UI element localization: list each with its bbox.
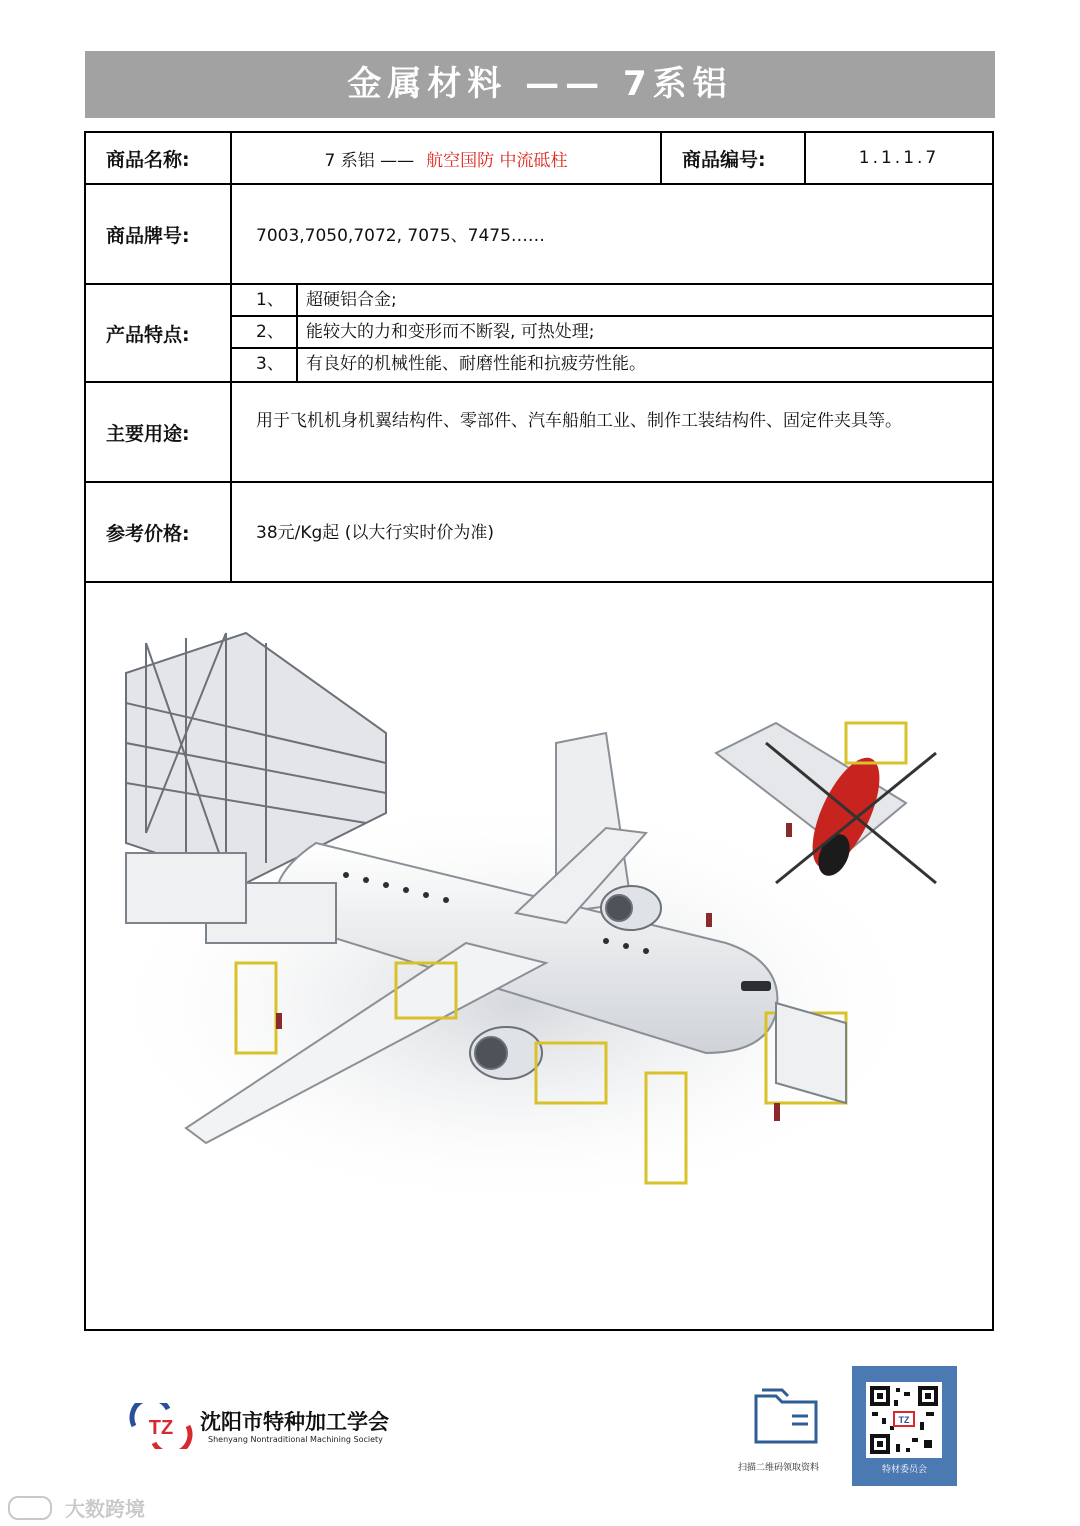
tz-logo-mark [128, 1403, 194, 1449]
product-usage-label: 主要用途: [86, 383, 232, 481]
feature-item [232, 317, 992, 349]
product-code-label: 商品编号: [660, 133, 806, 183]
product-usage-row [86, 383, 992, 483]
aircraft-maintenance-illustration [86, 583, 992, 1329]
product-price-label: 参考价格: [86, 483, 232, 581]
qr-caption: 特材委员会 [881, 1465, 927, 1475]
logo-text: TZ [148, 1417, 174, 1439]
watermark-text: 大数跨境 [64, 1497, 145, 1521]
product-usage-value: 用于飞机机身机翼结构件、零部件、汽车船舶工业、制作工装结构件、固定件夹具等。 [256, 411, 902, 431]
feature-text: 有良好的机械性能、耐磨性能和抗疲劳性能。 [306, 354, 646, 374]
feature-item [232, 349, 992, 381]
feature-number: 2、 [232, 317, 298, 347]
watermark-icon [8, 1496, 52, 1520]
product-name-highlight: 航空国防 中流砥柱 [426, 150, 568, 171]
product-features-label: 产品特点: [86, 285, 232, 381]
product-name-row [86, 133, 992, 185]
product-name-label: 商品名称: [86, 133, 232, 183]
product-price-value: 38元/Kg起 (以大行实时价为准) [256, 523, 494, 543]
product-price-row [86, 483, 992, 583]
feature-text: 超硬铝合金; [306, 290, 397, 310]
feature-number: 1、 [232, 285, 298, 315]
feature-number: 3、 [232, 349, 298, 381]
product-code-value: 1.1.1.7 [858, 148, 940, 168]
product-grade-row [86, 185, 992, 285]
product-name-prefix: 7 系铝 —— [324, 150, 415, 171]
qr-code-panel[interactable] [852, 1366, 957, 1486]
product-name-value [232, 133, 660, 183]
product-sheet [84, 131, 994, 1331]
feature-item [232, 285, 992, 317]
qr-logo-text: TZ [898, 1415, 910, 1425]
product-grade-label: 商品牌号: [86, 185, 232, 283]
society-name-english: Shenyang Nontraditional Machining Society [208, 1435, 383, 1444]
feature-text: 能较大的力和变形而不断裂, 可热处理; [306, 322, 595, 342]
page-title: 金属材料 —— 7系铝 [85, 51, 995, 118]
folder-icon [752, 1386, 822, 1446]
qr-code-icon [866, 1382, 942, 1458]
folder-caption: 扫描二维码领取资料 [738, 1463, 820, 1473]
watermark [8, 1493, 145, 1522]
product-grade-value: 7003,7050,7072, 7075、7475…… [256, 226, 545, 246]
product-features-row [86, 285, 992, 383]
society-name: 沈阳市特种加工学会 [200, 1410, 389, 1434]
